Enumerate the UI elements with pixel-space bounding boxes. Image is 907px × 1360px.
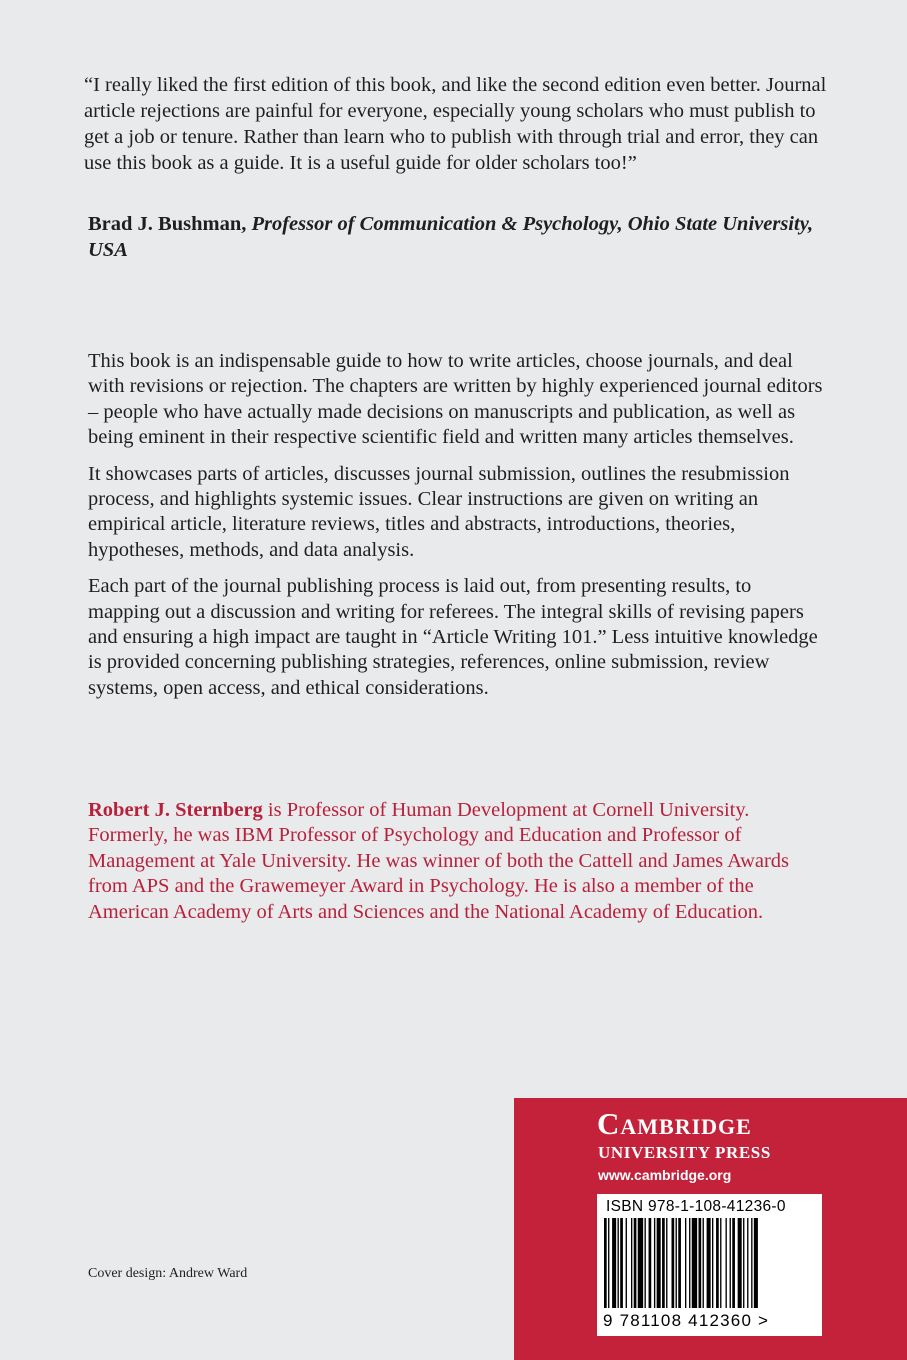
publisher-panel [514, 1098, 907, 1360]
quote-author: Brad J. Bushman, [88, 213, 247, 235]
barcode-bar [608, 1218, 609, 1308]
publisher-logo-name: Cambridge [597, 1106, 752, 1141]
cover-credit: Cover design: Andrew Ward [88, 1266, 248, 1281]
barcode-bar [699, 1218, 702, 1308]
publisher-subtitle: UNIVERSITY PRESS [598, 1143, 771, 1162]
barcode-bar [712, 1218, 713, 1308]
quote-author-title: Professor of Communication & Psychology, Ohio State University, USA [88, 213, 814, 261]
barcode-bar [720, 1218, 721, 1308]
barcode-bar [604, 1218, 607, 1308]
barcode-bar [747, 1218, 748, 1308]
barcode-bar [672, 1218, 675, 1308]
bio-text: is Professor of Human Development at Cornell University. Formerly, he was IBM Professor of Psychology and Education and Professor of Management at Yale University. He was winner of both the Cattell and James Awards from APS and the Grawemeyer Award in Psychology. He is also a member of the American Academy of Arts and Sciences and the National Academy of Education. [88, 799, 790, 923]
barcode-bar [738, 1218, 742, 1308]
barcode-bar [692, 1218, 697, 1308]
barcode-bar [618, 1218, 619, 1308]
book-description [88, 349, 828, 712]
barcode-bar [726, 1218, 727, 1308]
barcode-bar [689, 1218, 690, 1308]
barcode-bar [751, 1218, 752, 1308]
description-paragraph: It showcases parts of articles, discusses journal submission, outlines the resubmission process, and highlights systemic issues. Clear instructions are given on writing an empirical article, literature reviews, titles and abstracts, introductions, theories, hypotheses, methods, and data analysis. [88, 462, 790, 561]
author-bio [88, 798, 798, 925]
bio-author-name: Robert J. Sternberg [88, 799, 263, 821]
barcode-graphic [604, 1218, 812, 1310]
barcode-digits: 9 781108 412360 > [603, 1311, 770, 1330]
barcode-bar [662, 1218, 665, 1308]
barcode-bar [754, 1218, 758, 1308]
barcode-panel [597, 1194, 822, 1336]
barcode-bar [631, 1218, 632, 1308]
barcode-bar [657, 1218, 661, 1308]
isbn-label: ISBN 978-1-108-41236-0 [606, 1198, 786, 1215]
barcode-bar [612, 1218, 616, 1308]
endorsement-quote [84, 72, 834, 176]
barcode-bar [620, 1218, 623, 1308]
barcode-bar [743, 1218, 744, 1308]
barcode-bar [654, 1218, 655, 1308]
barcode-bar [703, 1218, 704, 1308]
barcode-bar [732, 1218, 735, 1308]
barcode-bar [645, 1218, 646, 1308]
barcode-bar [638, 1218, 643, 1308]
barcode-bar [626, 1218, 627, 1308]
barcode-bar [730, 1218, 731, 1308]
quote-text: “I really liked the first edition of this book, and like the second edition even better. Journal article rejections are painful for everyone, especially young scholars who must publish to get a job or tenure. Rather than learn who to publish with through trial and error, they can use this book as a guide. It is a useful guide for older scholars too!” [84, 74, 827, 174]
barcode-bar [649, 1218, 652, 1308]
barcode-bar [666, 1218, 667, 1308]
publisher-url: www.cambridge.org [598, 1167, 732, 1183]
barcode-bar [676, 1218, 677, 1308]
barcode-bar [716, 1218, 719, 1308]
quote-attribution [88, 211, 828, 263]
barcode-bar [685, 1218, 686, 1308]
barcode-bar [634, 1218, 637, 1308]
description-paragraph: This book is an indispensable guide to how to write articles, choose journals, and deal with revisions or rejection. The chapters are written by highly experienced journal editors – people who have actually made decisions on manuscripts and publication, as well as being eminent in their respective scientific field and written many articles themselves. [88, 350, 823, 449]
description-paragraph: Each part of the journal publishing process is laid out, from presenting results, to mapping out a discussion and writing for referees. The integral skills of revising papers and ensuring a high impact are taught in “Article Writing 101.” Less intuitive knowledge is provided concerning publishing strategies, references, online submission, review systems, open access, and ethical considerations. [88, 575, 818, 699]
barcode-bar [678, 1218, 681, 1308]
barcode-bar [707, 1218, 711, 1308]
